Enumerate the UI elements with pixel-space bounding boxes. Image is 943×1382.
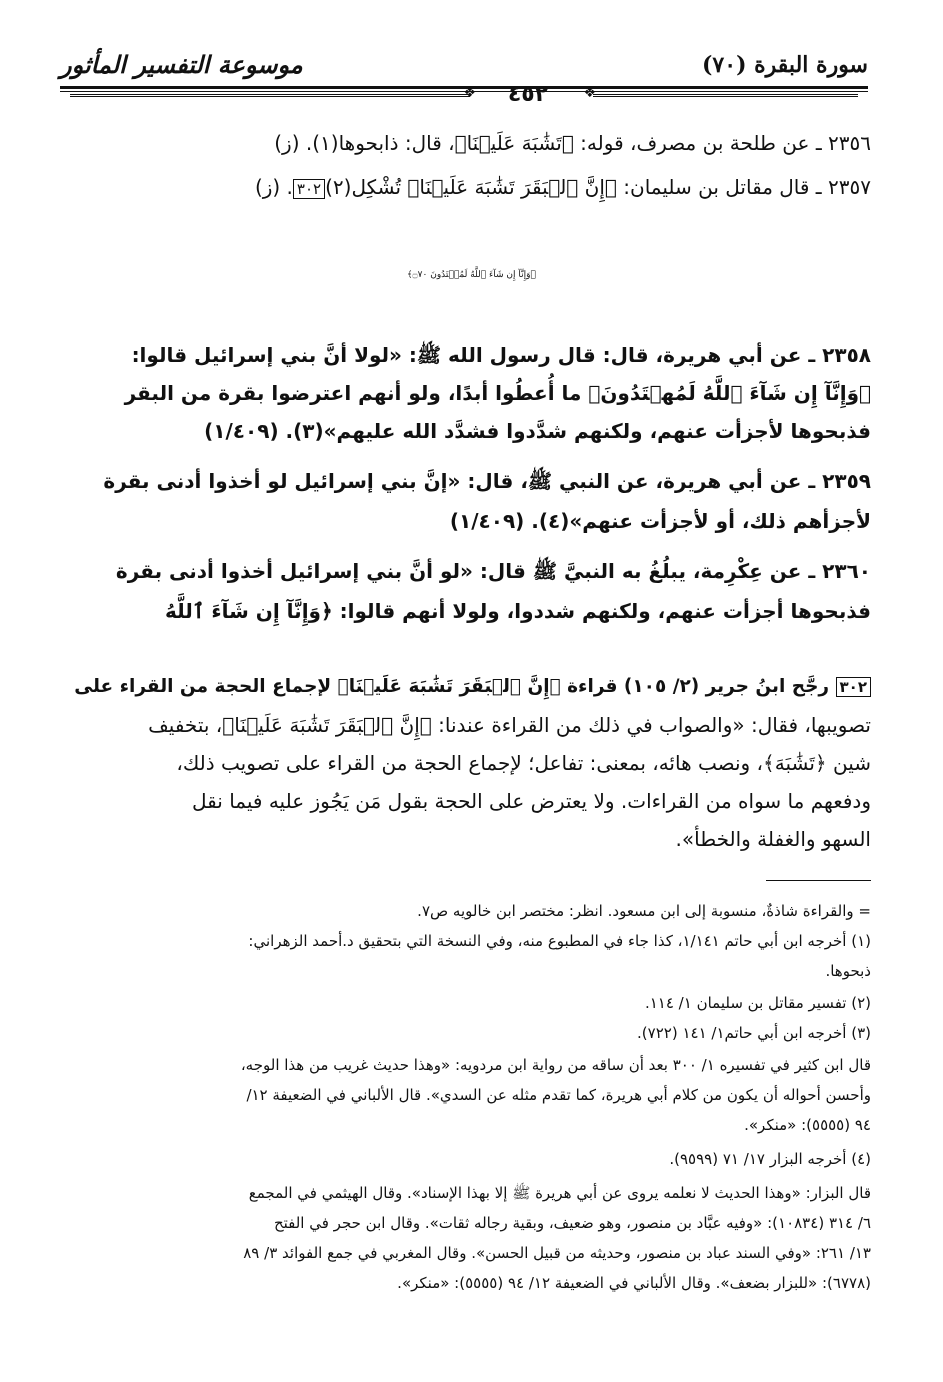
commentary-line: تصويبها، فقال: «والصواب في ذلك من القراءة عندنا: ﴿إِنَّ ٱلۡبَقَرَ تَشَٰبَهَ عَلَيۡنَا﴾، بتخفيف [148,713,871,737]
footnote-line: قال ابن كثير في تفسيره ١/ ٣٠٠ بعد أن ساقه من رواية ابن مردويه: «وهذا حديث غريب من هذا الوجه، [240,1056,871,1074]
commentary-line-text: رجَّح ابنُ جرير (٢/ ١٠٥) قراءة ﴿إِنَّ ٱلۡبَقَرَ تَشَٰبَهَ عَلَيۡنَا﴾ لإجماع الحجة من القراء على [74,676,830,697]
footnote-line: قال البزار: «وهذا الحديث لا نعلمه يروى عن أبي هريرة ﷺ إلا بهذا الإسناد». وقال الهيثمي في المجمع [248,1184,871,1202]
entry-2357-text: ٢٣٥٧ ـ قال مقاتل بن سليمان: ﴿إِنَّ ٱلۡبَقَرَ تَشَٰبَهَ عَلَيۡنَا﴾ تُشْكِل(٢) [325,175,871,199]
commentary-ref-box: ٣٠٢ [293,179,325,199]
footnote-line: (٦٧٧٨): «للبزار بضعف». وقال الألباني في الضعيفة ١٢/ ٩٤ (٥٥٥٥): «منكر». [397,1274,871,1292]
commentary-line: السهو والغفلة والخطأ». [675,827,871,851]
footnote-line: وأحسن أحواله أن يكون من كلام أبي هريرة، كما تقدم مثله عن السدي». قال الألباني في الضعيفة ١٢/ [246,1086,871,1104]
ornament-icon: ❖ [583,85,596,101]
hadith-line: ﴿وَإِنَّآ إِن شَآءَ ٱللَّهُ لَمُهۡتَدُونَ﴾ ما أُعطُوا أبدًا، ولو أنهم اعترضوا بقرة من البقر [124,381,871,405]
book-title: موسوعة التفسير المأثور [60,50,303,79]
hadith-line: فذبحوها أجزأت عنهم، ولكنهم شددوا، ولولا أنهم قالوا: ﴿وَإِنَّآ إِن شَآءَ ٱللَّهُ [164,599,871,623]
entry-2357-tail: . (ز) [254,175,293,199]
footnote-line: = والقراءة شاذةٌ، منسوبة إلى ابن مسعود. انظر: مختصر ابن خالويه ص٧. [417,902,871,920]
hadith-line: لأجزأهم ذلك، أو لأجزأت عنهم»(٤). (١/٤٠٩) [449,509,871,533]
commentary-line [71,672,871,702]
quran-verse: ﴿وَإِنَّآ إِن شَآءَ ٱللَّهُ لَمُهۡتَدُونَ ۝٧٠﴾ [407,270,536,280]
footnote-line: (١) أخرجه ابن أبي حاتم ١/١٤١، كذا جاء في المطبوع منه، وفي النسخة التي بتحقيق د.أحمد الزهراني: [248,932,871,950]
page-number: ٤٥٢ [507,82,549,107]
commentary-line: ودفعهم ما سواه من القراءات. ولا يعترض على الحجة بقول مَن يَجُوز عليه فيما نقل [192,789,871,813]
page-number-rule-left [70,94,470,97]
hadith-line: ٢٣٥٩ ـ عن أبي هريرة، عن النبي ﷺ، قال: «إنَّ بني إسرائيل لو أخذوا أدنى بقرة [103,469,871,493]
commentary-ref: ٣٠٢ [836,677,871,697]
ornament-icon: ❖ [463,85,476,101]
footnote-line: (٣) أخرجه ابن أبي حاتم١/ ١٤١ (٧٢٢). [637,1024,871,1042]
commentary-line: شين ﴿تَشَٰبَهَ﴾، ونصب هائه، بمعنى: تفاعل؛ لإجماع الحجة من القراء على تصويب ذلك، [176,751,871,775]
hadith-line: فذبحوها لأجزأت عنهم، ولكنهم شدَّدوا فشدَّد الله عليهم»(٣). (١/٤٠٩) [204,419,871,443]
footnote-line: (٢) تفسير مقاتل بن سليمان ١/ ١١٤. [644,994,871,1012]
entry-2356: ٢٣٥٦ ـ عن طلحة بن مصرف، قوله: ﴿تَشَٰبَهَ عَلَيۡنَا﴾، قال: ذابحوها(١). (ز) [274,131,871,155]
footnote-line: ذبحوها. [825,962,871,980]
hadith-line: ٢٣٦٠ ـ عن عِكْرِمة، يبلُغُ به النبيَّ ﷺ قال: «لو أنَّ بني إسرائيل أخذوا أدنى بقرة [115,559,871,583]
footnote-line: ١٣/ ٢٦١: «وفي السند عباد بن منصور، وحديثه من قبيل الحسن». وقال المغربي في جمع الفوائد ٣/ ٨٩ [243,1244,871,1262]
footnote-line: (٤) أخرجه البزار ١٧/ ٧١ (٩٥٩٩). [669,1150,871,1168]
surah-title: سورة البقرة (٧٠) [702,52,868,78]
footnote-line: ٩٤ (٥٥٥٥): «منكر». [744,1116,871,1134]
footnote-line: ٦/ ٣١٤ (١٠٨٣٤): «وفيه عبَّاد بن منصور، وهو ضعيف، وبقية رجاله ثقات». وقال ابن حجر في الفتح [273,1214,871,1232]
page-number-row [60,82,868,108]
hadith-line: ٢٣٥٨ ـ عن أبي هريرة، قال: قال رسول الله ﷺ: «لولا أنَّ بني إسرائيل قالوا: [131,343,871,367]
entry-2357 [71,172,871,202]
page-number-rule-right [593,94,858,97]
footnote-separator [766,880,871,881]
